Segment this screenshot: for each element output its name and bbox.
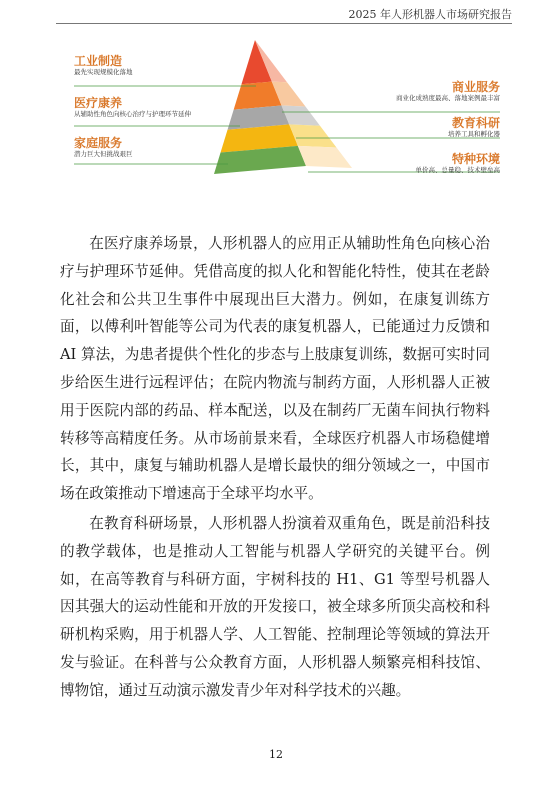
label-industrial — [74, 54, 133, 77]
label-industrial-subtitle: 最先实现规模化落地 — [74, 68, 133, 76]
label-household-title: 家庭服务 — [74, 136, 123, 150]
label-household-subtitle: 潜力巨大但挑战艰巨 — [74, 150, 133, 158]
label-education-subtitle: 培养工具和孵化器 — [448, 130, 500, 138]
label-special-title: 特种环境 — [451, 152, 500, 166]
pyramid-right-face-5 — [298, 146, 352, 168]
label-special-subtitle: 单价高、总量稳、技术壁垒高 — [415, 166, 500, 174]
label-industrial-title: 工业制造 — [74, 54, 123, 68]
paragraph-education: 在教育科研场景，人形机器人扮演着双重角色，既是前沿科技的教学载体，也是推动人工智能与机器人学研究的关键平台。例如，在高等教育与科研方面，宇树科技的 H1、G1 等型号机器人因其强大的运动性能和开放的开发接口，被全球多所顶尖高校和科研机构采购，用于机器人学、人工智能、控制理论等领域的算法开发与验证。在科普与公众教育方面，人形机器人频繁亮相科技馆、博物馆，通过互动演示激发青少年对科学技术的兴趣。 — [60, 514, 490, 699]
label-medical-subtitle: 从辅助性角色向核心治疗与护理环节延伸 — [74, 110, 191, 118]
page-number: 12 — [269, 748, 283, 761]
label-special — [416, 152, 501, 175]
label-medical — [74, 96, 191, 119]
label-medical-title: 医疗康养 — [74, 96, 123, 110]
label-education — [448, 116, 500, 139]
body-text — [60, 230, 490, 707]
pyramid-figure — [56, 38, 512, 214]
header-rule — [56, 23, 512, 24]
paragraph-medical: 在医疗康养场景，人形机器人的应用正从辅助性角色向核心治疗与护理环节延伸。凭借高度的拟人化和智能化特性，使其在老龄化社会和公共卫生事件中展现出巨大潜力。例如，在康复训练方面，以傅利叶智能等公司为代表的康复机器人，已能通过力反馈和 AI 算法，为患者提供个性化的步态与上肢康复训练，数据可实时同步给医生进行远程评估；在院内物流与制药方面，人形机器人正被用于医院内部的药品、样本配送，以及在制药厂无菌车间执行物料转移等高精度任务。从市场前景来看，全球医疗机器人市场稳健增长，其中，康复与辅助机器人是增长最快的细分领域之一，中国市场在政策推动下增速高于全球平均水平。 — [60, 235, 490, 503]
label-household — [74, 136, 133, 159]
label-commercial-title: 商业服务 — [451, 80, 500, 94]
label-education-title: 教育科研 — [451, 116, 500, 130]
label-commercial-subtitle: 商业化成熟度最高、落地案例最丰富 — [396, 94, 500, 102]
label-commercial — [396, 80, 500, 103]
page-header: 2025 年人形机器人市场研究报告 — [348, 8, 512, 21]
